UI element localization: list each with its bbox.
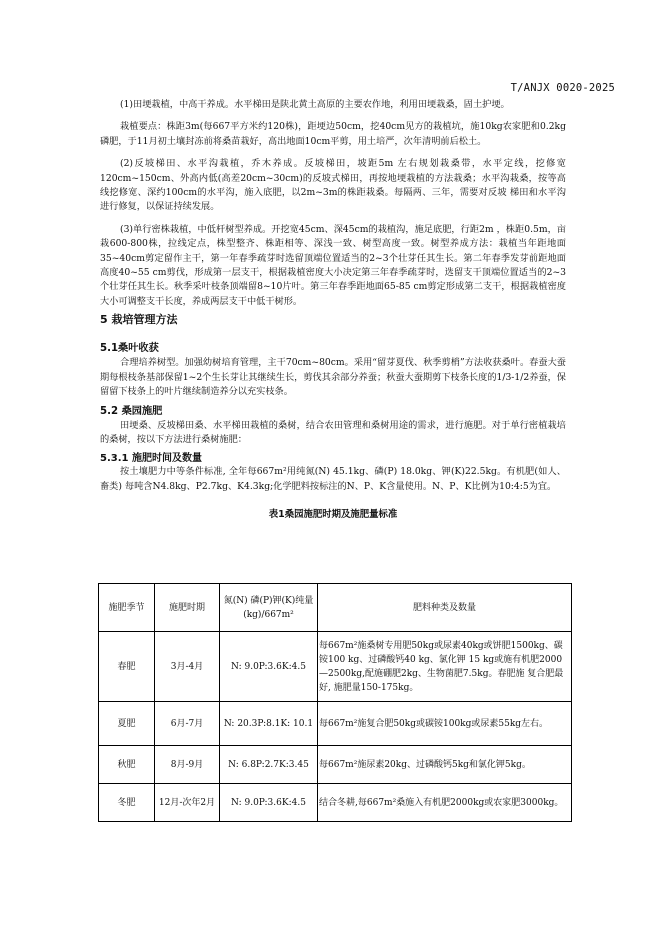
table-caption: 表1桑园施肥时期及施肥量标准 [268,509,398,521]
cell-fertilizer-types: 每667m²施尿素20kg、过磷酸钙5kg和氯化钾5kg。 [318,746,572,784]
table-header-row [99,584,572,632]
header-period: 施肥时期 [155,584,220,632]
section-5-2-text: 田埂桑、反坡梯田桑、水平梯田栽植的桑树，结合农田管理和桑树用途的需求，进行施肥。对于单行密植栽培的桑树，按以下方法进行桑树施肥： [100,419,566,445]
cell-npk: N: 6.8P:2.7K:3.45 [220,746,318,784]
header-npk: 氮(N) 磷(P)钾(K)纯量(kg)/667m² [220,584,318,632]
cell-season: 冬肥 [99,784,155,822]
cell-period: 12月-次年2月 [155,784,220,822]
cell-period: 6月-7月 [155,702,220,746]
document-body [100,98,566,536]
cell-period: 3月-4月 [155,632,220,702]
header-fertilizer-types: 肥料种类及数量 [318,584,572,632]
section-5-1-heading: 5.1桑叶收获 [100,343,159,355]
table-row [99,632,572,702]
section-5-heading: 5 栽培管理方法 [100,313,178,327]
cell-fertilizer-types: 每667m²施复合肥50kg或碳铵100kg或尿素55kg左右。 [318,702,572,746]
section-5-3-1-heading: 5.3.1 施肥时间及数量 [100,453,202,465]
table-row [99,702,572,746]
cell-period: 8月-9月 [155,746,220,784]
cell-season: 秋肥 [99,746,155,784]
section-5-2-heading: 5.2 桑园施肥 [100,405,163,417]
table-row [99,746,572,784]
fertilization-table [98,583,572,822]
cell-fertilizer-types: 每667m²施桑树专用肥50kg或尿素40kg或饼肥1500kg、碳铵100 kg、过磷酸钙40 kg、氯化钾 15 kg或施有机肥2000—2500kg,配施硼肥2kg、生物菌肥7.5kg。春肥施 复合肥最好, 施肥量150-175kg。 [318,632,572,702]
paragraph-reverse-slope-terrace: (2)反坡梯田、水平沟栽植，乔木养成。反坡梯田，坡距5m 左右规划栽桑带，水平定线，挖修宽120cm~150cm、外高内低(高差20cm~30cm)的反坡式梯田，再按地埂栽植的方法栽桑；水平沟栽桑，按等高线挖修宽、深约100cm的水平沟，施入底肥，以2m~3m的株距栽桑。每隔两、三年，需要对反坡 梯田和水平沟进行修复，以保证持续发展。 [100,158,566,213]
table-row [99,784,572,822]
cell-season: 春肥 [99,632,155,702]
section-5-1-text: 合理培养树型。加强幼树培育管理，主干70cm~80cm。采用“留芽夏伐、秋季剪梢”方法收获桑叶。春蚕大蚕期每根枝条基部保留1~2个生长芽让其继续生长，剪伐其余部分养蚕；秋蚕大蚕期剪下枝条长度的1/3-1/2养蚕，保留留下枝条上的叶片继续制造养分以充实枝条。 [100,357,566,398]
paragraph-single-row-dense: (3)单行密株栽植，中低杆树型养成。开挖宽45cm、深45cm的栽植沟，施足底肥，行距2m ，株距0.5m，亩栽600-800株，拉线定点，株型整齐、株距相等、深浅一致、树型高度一致。树型养成方法：栽植当年距地面 35~40cm剪定留作主干，第一年春季疏芽时选留顶端位置适当的2~3个壮芽任其生长。第二年春季发芽前距地面高度40~55 cm剪伐，形成第一层支干，根据栽植密度大小决定第三年春季疏芽时，选留支干顶端位置适当的2~3个壮芽任其生长。秋季采叶枝条顶端留8~10片叶。第三年春季距地面65-85 cm剪定形成第二支干，根据栽植密度大小可调整支干长度，养成两层支干中低干树形。 [100,223,566,307]
cell-season: 夏肥 [99,702,155,746]
cell-npk: N: 20.3P:8.1K: 10.1 [220,702,318,746]
cell-fertilizer-types: 结合冬耕,每667m²桑施入有机肥2000kg或农家肥3000kg。 [318,784,572,822]
paragraph-planting-points: 栽植要点：株距3m(每667平方米约120株)，距埂边50cm，挖40cm见方的栽植坑，施10kg农家肥和0.2kg磷肥，于11月初土壤封冻前将桑苗栽好，高出地面10cm平剪，用土培严，次年清明前后松土。 [100,121,566,147]
document-code: T/ANJX 0020-2025 [510,82,615,94]
section-5-3-1-text: 按土壤肥力中等条件标准, 全年每667m²用纯氮(N) 45.1kg、磷(P) 18.0kg、钾(K)22.5kg。有机肥(如人、畜类) 每吨含N4.8kg、P2.7kg、K4.3kg;化学肥料按标注的N、P、K含量使用。N、P、K比例为10:4:5为宜。 [100,466,566,492]
cell-npk: N: 9.0P:3.6K:4.5 [220,784,318,822]
header-season: 施肥季节 [99,584,155,632]
paragraph-field-ridge-planting: (1)田埂栽植，中高干养成。水平梯田是陕北黄土高原的主要农作地，利用田埂栽桑，固土护埂。 [120,99,510,110]
cell-npk: N: 9.0P:3.6K:4.5 [220,632,318,702]
